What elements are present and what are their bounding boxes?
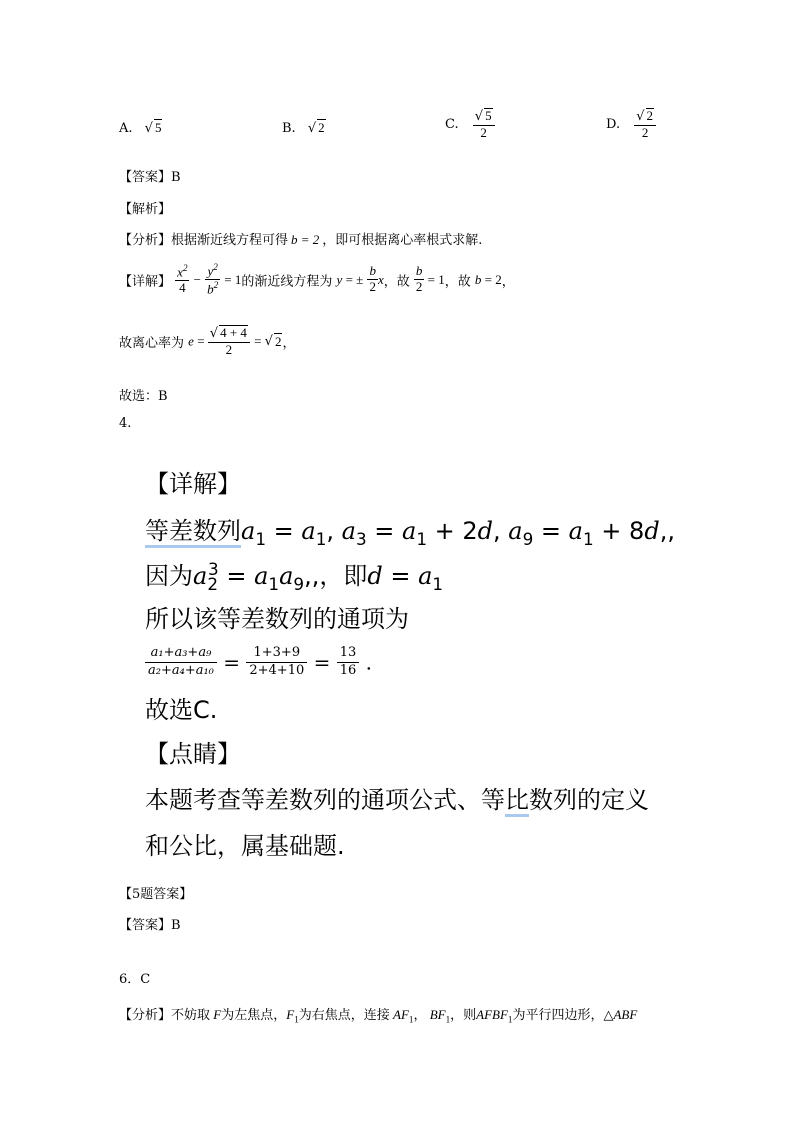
big-dianjing-title: 【点睛】 xyxy=(145,740,241,768)
eccentricity-line: 故离心率为 e = $\frac{√ 4 + 4}{2}$ = √ 2， xyxy=(119,325,296,357)
question-4-number: 4. xyxy=(119,416,132,431)
big-line-3: 所以该等差数列的通项为 xyxy=(145,605,409,633)
big-dianjing-line-1: 本题考查等差数列的通项公式、等比数列的定义 xyxy=(145,780,649,815)
big-line-1: 等差数列$a_1 = a_1$, $a_3 = a_1 + 2d$, $a_9 = a_1 + 8d$,, xyxy=(145,517,675,549)
answer-line: 【答案】B xyxy=(119,170,181,185)
q6-line: 6．C xyxy=(119,972,151,987)
q6-analysis: 【分析】不妨取 F为左焦点，$F_1$为右焦点，连接 $AF_1$， $BF_1$，则$AFBF_1$为平行四边形，△ABF xyxy=(119,1007,638,1025)
option-b: B. √ 2 xyxy=(282,120,325,136)
choose-b: 故选：B xyxy=(119,389,168,404)
big-line-2: 因为$a_2^3 = a_1a_9$,,，即$d = a_1$ xyxy=(145,559,444,594)
analysis-title: 【解析】 xyxy=(119,202,172,217)
detail-line: 【详解】 $\frac{x^2}{4}$ − $\frac{y^2}{b^2}$ = 1的渐近线方程为 y = ± $\frac{b}{2}$ x，故 $\frac{b}{2}$ = 1，故 b = 2， xyxy=(119,262,515,297)
option-c: C. $\frac{√ 5}{2}$ xyxy=(445,108,495,141)
q5-answer: 【答案】B xyxy=(119,918,181,933)
fenxi-line: 【分析】根据渐近线方程可得 b = 2 ，即可根据离心率根式求解. xyxy=(119,232,483,248)
option-a: A. √ 5 xyxy=(119,120,162,136)
big-dianjing-line-2: 和公比，属基础题. xyxy=(145,832,345,860)
big-detail-title: 【详解】 xyxy=(145,470,241,498)
big-fraction-line: $\frac{\text{a₁+a₃+a₉}}{\text{a₂+a₄+a₁₀}}$ = $\frac{1+3+9}{2+4+10}$ = $\frac{13}{16}$ . xyxy=(145,645,372,680)
option-d: D. $\frac{√ 2}{2}$ xyxy=(606,108,656,141)
q5-answer-title: 【5题答案】 xyxy=(119,887,193,902)
big-choose-c: 故选C. xyxy=(145,696,218,724)
